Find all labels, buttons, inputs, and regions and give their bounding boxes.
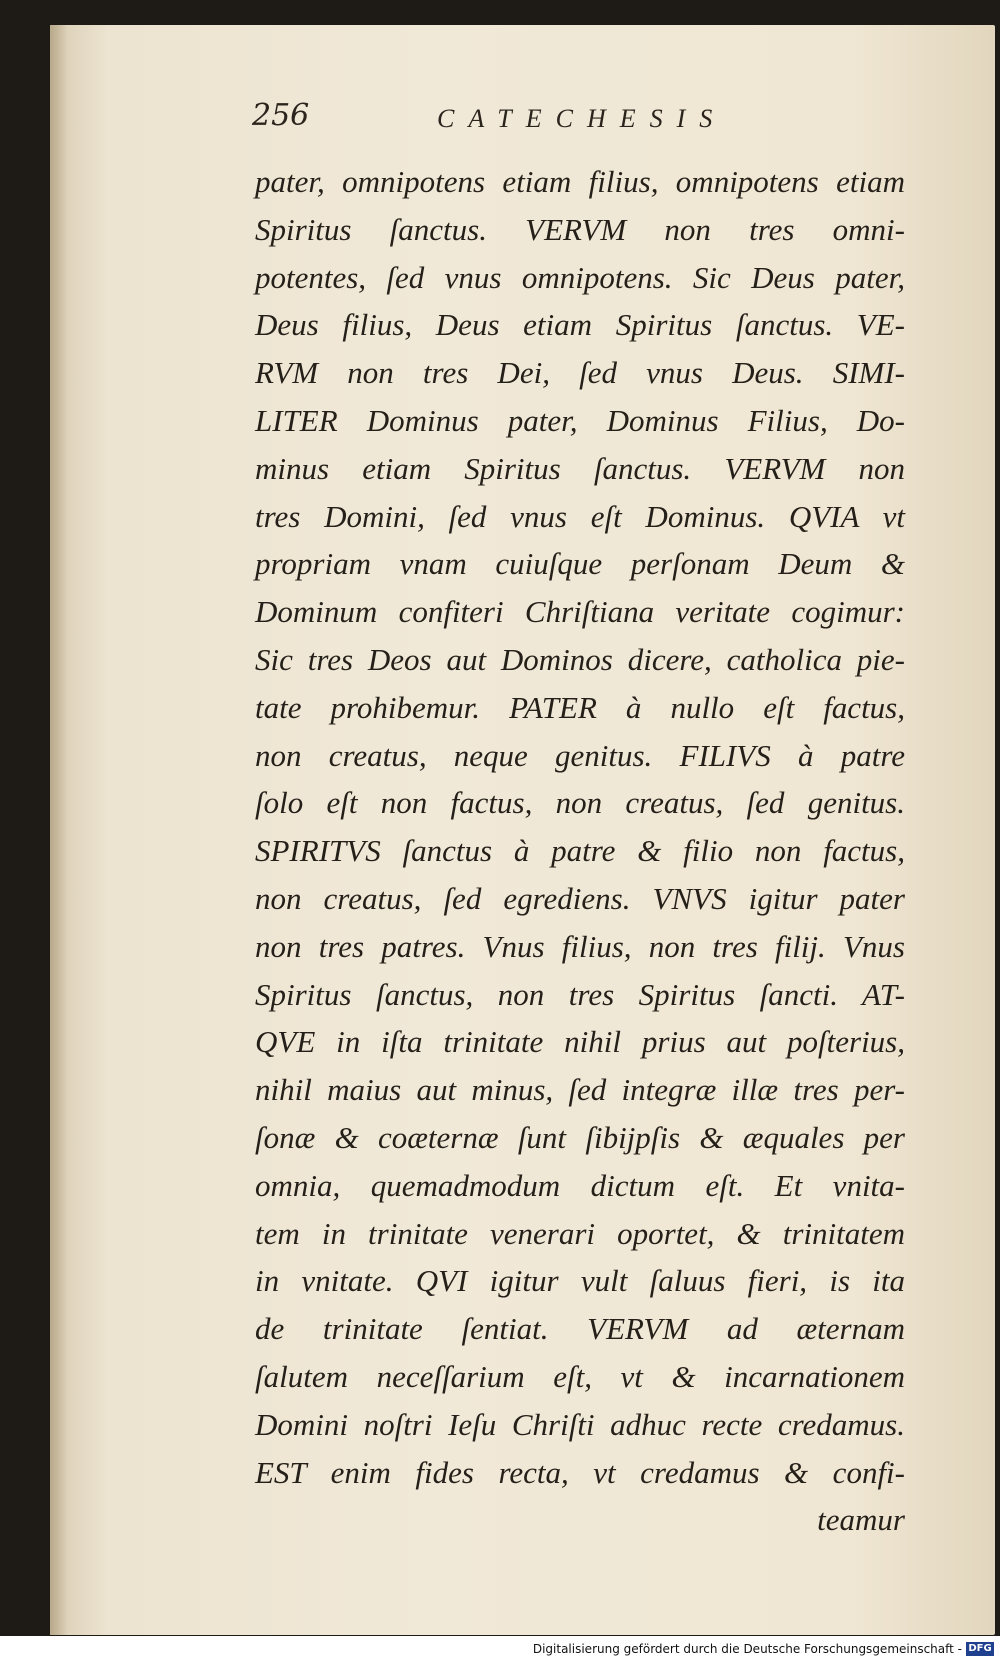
text-line: ſalutem neceſſarium eſt, vt & incarnationem bbox=[255, 1358, 905, 1394]
footer-bar bbox=[0, 1636, 1000, 1664]
dfg-logo: DFG bbox=[966, 1642, 994, 1656]
text-line: minus etiam Spiritus ſanctus. VERVM non bbox=[255, 450, 905, 486]
running-head: CATECHESIS bbox=[437, 104, 727, 133]
text-line: pater, omnipotens etiam filius, omnipotens etiam bbox=[255, 164, 905, 199]
text-line: propriam vnam cuiuſque perſonam Deum & bbox=[255, 546, 905, 582]
text-line: teamur bbox=[817, 1502, 905, 1538]
text-line: tem in trinitate venerari oportet, & trinitatem bbox=[255, 1215, 905, 1251]
text-line: omnia, quemadmodum dictum eſt. Et vnita- bbox=[255, 1167, 905, 1203]
text-line: non creatus, ſed egrediens. VNVS igitur pater bbox=[255, 880, 905, 916]
text-line: Dominum confiteri Chriſtiana veritate cogimur: bbox=[255, 594, 905, 630]
text-line: ſolo eſt non factus, non creatus, ſed genitus. bbox=[255, 785, 905, 821]
text-line: non creatus, neque genitus. FILIVS à patre bbox=[255, 737, 905, 773]
text-line: in vnitate. QVI igitur vult ſaluus fieri, is ita bbox=[255, 1263, 905, 1299]
funding-credit: Digitalisierung gefördert durch die Deutsche Forschungsgemeinschaft - bbox=[532, 1642, 962, 1656]
text-line: Deus filius, Deus etiam Spiritus ſanctus. VE- bbox=[255, 307, 905, 343]
text-line: EST enim fides recta, vt credamus & confi- bbox=[255, 1454, 905, 1490]
text-line: Spiritus ſanctus, non tres Spiritus ſancti. AT- bbox=[255, 976, 905, 1012]
body-text bbox=[255, 158, 905, 1544]
text-line: ſonæ & coæternæ ſunt ſibijpſis & æquales per bbox=[255, 1119, 905, 1155]
page-header bbox=[252, 98, 892, 148]
text-line: nihil maius aut minus, ſed integræ illæ tres per- bbox=[255, 1072, 905, 1108]
text-line: Domini noſtri Ieſu Chriſti adhuc recte credamus. bbox=[255, 1406, 905, 1442]
text-line: non tres patres. Vnus filius, non tres filij. Vnus bbox=[255, 928, 905, 964]
text-line: tate prohibemur. PATER à nullo eſt factus, bbox=[255, 689, 905, 725]
text-line: QVE in iſta trinitate nihil prius aut poſterius, bbox=[255, 1024, 905, 1060]
text-line: LITER Dominus pater, Dominus Filius, Do- bbox=[255, 402, 905, 438]
text-line: Spiritus ſanctus. VERVM non tres omni- bbox=[255, 211, 905, 247]
text-line: de trinitate ſentiat. VERVM ad æternam bbox=[255, 1311, 905, 1347]
text-line: Sic tres Deos aut Dominos dicere, catholica pie- bbox=[255, 641, 905, 677]
text-line: SPIRITVS ſanctus à patre & filio non factus, bbox=[255, 833, 905, 869]
text-line: potentes, ſed vnus omnipotens. Sic Deus pater, bbox=[255, 259, 905, 295]
page-number: 256 bbox=[252, 98, 310, 133]
text-line: tres Domini, ſed vnus eſt Dominus. QVIA vt bbox=[255, 498, 905, 534]
page-gutter-shadow bbox=[50, 25, 68, 1635]
text-line: RVM non tres Dei, ſed vnus Deus. SIMI- bbox=[255, 355, 905, 391]
